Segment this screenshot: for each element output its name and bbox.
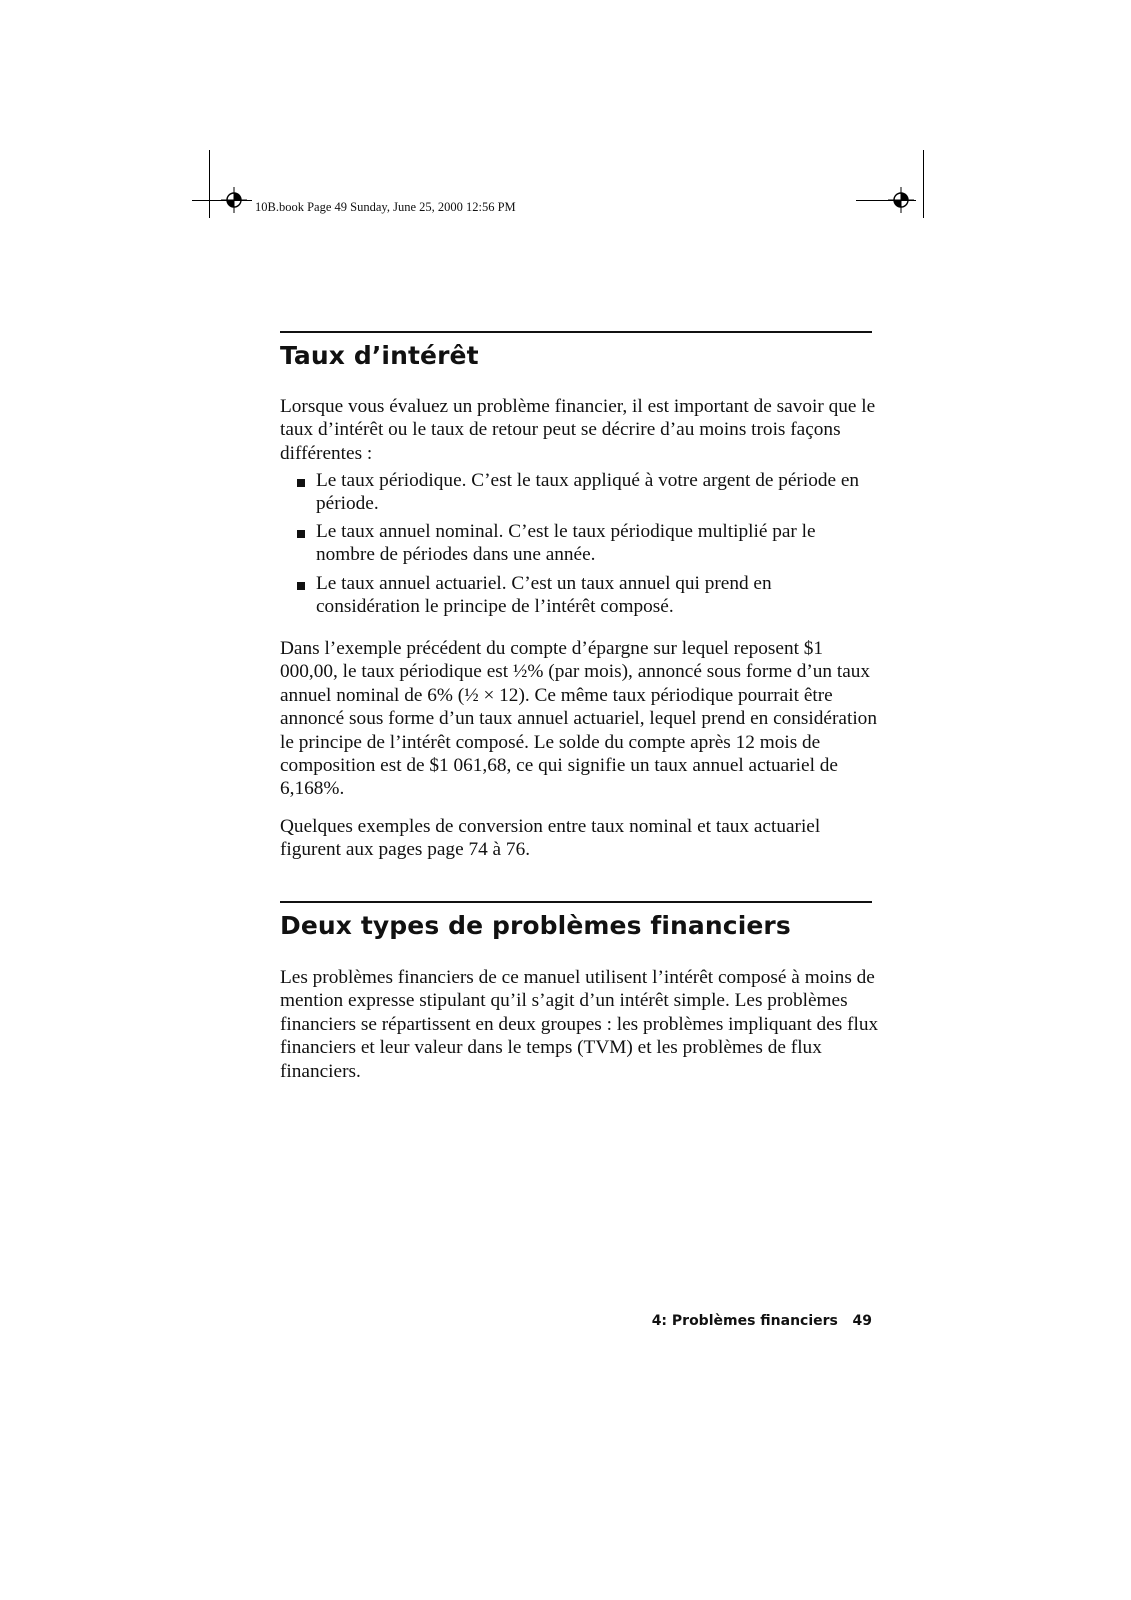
page-number: 49 <box>852 1313 872 1329</box>
print-slug: 10B.book Page 49 Sunday, June 25, 2000 12:56 PM <box>255 200 516 214</box>
intro-paragraph: Lorsque vous évaluez un problème financier, il est important de savoir que le taux d’intérêt ou le taux de retour peut se décrire d’au moins trois façons différentes : <box>280 396 876 464</box>
section-heading: Taux d’intérêt <box>280 341 479 370</box>
bullet-item: Le taux annuel actuariel. C’est un taux annuel qui prend en considération le principe de l’intérêt composé. <box>316 573 772 618</box>
body-paragraph: Quelques exemples de conversion entre taux nominal et taux actuariel figurent aux pages page 74 à 76. <box>280 816 821 861</box>
crop-mark-right-vertical <box>923 150 924 218</box>
bullet-marker <box>297 582 305 590</box>
bullet-marker <box>297 479 305 487</box>
body-paragraph: Dans l’exemple précédent du compte d’épargne sur lequel reposent $1 000,00, le taux périodique est ½% (par mois), annoncé sous forme d’un taux annuel nominal de 6% (½ × 12). Ce même taux périodique pourrait être annoncé sous forme d’un taux annuel actuariel, lequel prend en considération le principe de l’intérêt composé. Le solde du compte après 12 mois de composition est de $1 061,68, ce qui signifie un taux annuel actuariel de 6,168%. <box>280 638 877 800</box>
footer-chapter: 4: Problèmes financiers <box>651 1313 838 1329</box>
crop-mark-left-vertical <box>209 150 210 218</box>
section-divider <box>280 901 872 903</box>
section-divider <box>280 331 872 333</box>
page-footer <box>652 1313 872 1329</box>
section-heading: Deux types de problèmes financiers <box>280 911 791 940</box>
bullet-item: Le taux périodique. C’est le taux appliqué à votre argent de période en période. <box>316 470 860 515</box>
bullet-marker <box>297 530 305 538</box>
registration-target-icon <box>888 187 914 213</box>
bullet-item: Le taux annuel nominal. C’est le taux périodique multiplié par le nombre de périodes dans une année. <box>316 521 816 566</box>
registration-target-icon <box>221 187 247 213</box>
body-paragraph: Les problèmes financiers de ce manuel utilisent l’intérêt composé à moins de mention expresse stipulant qu’il s’agit d’un intérêt simple. Les problèmes financiers se répartissent en deux groupes : les problèmes impliquant des flux financiers et leur valeur dans le temps (TVM) et les problèmes de flux financiers. <box>280 967 879 1082</box>
